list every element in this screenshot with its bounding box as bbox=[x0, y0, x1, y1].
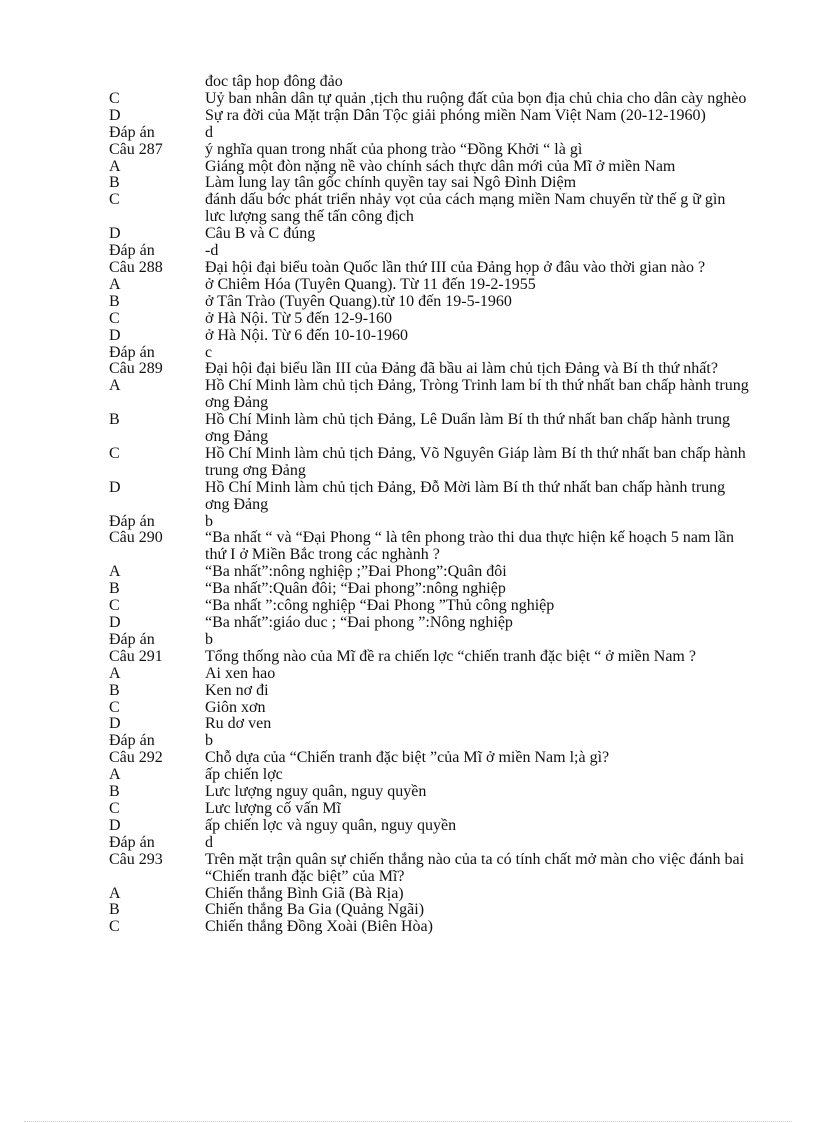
row-text: c bbox=[205, 343, 213, 361]
row-label: C bbox=[109, 309, 120, 327]
row-label: Đáp án bbox=[109, 732, 155, 750]
document-row bbox=[109, 277, 749, 294]
document-row bbox=[109, 91, 749, 108]
row-label: D bbox=[109, 614, 121, 631]
row-label: B bbox=[109, 783, 120, 801]
row-label: A bbox=[109, 884, 121, 902]
row-label: C bbox=[109, 698, 120, 716]
row-text: ý nghĩa quan trong nhất của phong trào “Đồng Khởi “ là gì bbox=[205, 140, 583, 158]
row-text: ấp chiến lợc bbox=[205, 766, 283, 784]
document-row bbox=[109, 598, 749, 615]
row-label: B bbox=[109, 174, 120, 192]
document-row bbox=[109, 378, 749, 412]
document-row bbox=[109, 294, 749, 311]
document-row bbox=[109, 750, 749, 767]
row-text: Sự ra đời của Mặt trận Dân Tộc giải phóng miền Nam Việt Nam (20-12-1960) bbox=[205, 106, 706, 124]
document-row bbox=[109, 311, 749, 328]
row-text: Trên mặt trận quân sự chiến thắng nào của ta có tính chất mở màn cho việc đánh bai “Chiến tranh đặc biệt” của Mĩ? bbox=[205, 850, 745, 885]
document-row bbox=[109, 649, 749, 666]
document-row bbox=[109, 700, 749, 717]
row-text: b bbox=[205, 512, 213, 530]
row-text: “Ba nhất ”:công nghiệp “Đai Phong ”Thủ công nghiệp bbox=[205, 597, 555, 615]
row-text: Ru dơ ven bbox=[205, 715, 272, 733]
row-label: D bbox=[109, 715, 121, 733]
document-row bbox=[109, 446, 749, 480]
row-label: C bbox=[109, 444, 120, 462]
row-label: Câu 290 bbox=[109, 529, 163, 547]
row-text: ấp chiến lợc và nguy quân, nguy quyền bbox=[205, 816, 457, 834]
document-row bbox=[109, 243, 749, 260]
row-text: Lưc lượng cố vấn Mĩ bbox=[205, 799, 341, 817]
row-label: A bbox=[109, 664, 121, 682]
document-row bbox=[109, 159, 749, 176]
row-label: B bbox=[109, 411, 120, 429]
row-text: b bbox=[205, 732, 213, 750]
row-text: Giáng một đòn nặng nề vào chính sách thực dân mới của Mĩ ở miền Nam bbox=[205, 157, 676, 175]
row-text: Giôn xơn bbox=[205, 698, 266, 716]
row-label: Đáp án bbox=[109, 630, 155, 648]
document-row bbox=[109, 125, 749, 142]
document-row bbox=[109, 361, 749, 378]
row-label: Câu 287 bbox=[109, 140, 163, 158]
document-row bbox=[109, 260, 749, 277]
document-row bbox=[109, 581, 749, 598]
document-row bbox=[109, 564, 749, 581]
row-text: Chiến thắng Đồng Xoài (Biên Hòa) bbox=[205, 918, 433, 936]
document-row bbox=[109, 632, 749, 649]
document-row bbox=[109, 108, 749, 125]
row-text: Hồ Chí Minh làm chủ tịch Đảng, Lê Duẩn làm Bí th thứ nhất ban chấp hành trung ơng Đảng bbox=[205, 411, 731, 446]
document-row bbox=[109, 412, 749, 446]
document-row bbox=[109, 328, 749, 345]
row-text: Làm lung lay tân gốc chính quyền tay sai Ngô Đình Diệm bbox=[205, 174, 577, 192]
row-label: Đáp án bbox=[109, 242, 155, 260]
document-row bbox=[109, 683, 749, 700]
row-label: Đáp án bbox=[109, 833, 155, 851]
row-label: D bbox=[109, 326, 121, 344]
document-row bbox=[109, 175, 749, 192]
row-text: “Ba nhất “ và “Đại Phong “ là tên phong trào thi dua thực hiện kế hoạch 5 nam lần thứ I ở Miền Bắc trong các nghành ? bbox=[205, 529, 734, 564]
document-row bbox=[109, 733, 749, 750]
row-label: B bbox=[109, 292, 120, 310]
document-row bbox=[109, 886, 749, 903]
row-label: B bbox=[109, 901, 120, 919]
row-text: “Ba nhất”:nông nghiệp ;”Đai Phong”:Quân đôi bbox=[205, 563, 507, 581]
row-label: C bbox=[109, 799, 120, 817]
document-row bbox=[109, 818, 749, 835]
document-row bbox=[109, 801, 749, 818]
row-text: Chiến thắng Bình Giã (Bà Rịa) bbox=[205, 884, 404, 902]
row-text: Tổng thống nào của Mĩ đề ra chiến lợc “chiến tranh đặc biệt “ ở miền Nam ? bbox=[205, 647, 696, 665]
document-row bbox=[109, 716, 749, 733]
row-label: Câu 288 bbox=[109, 258, 163, 276]
row-text: đánh dấu bớc phát triển nhảy vọt của cách mạng miền Nam chuyển từ thế g ữ gìn lưc lượng sang thế tấn công địch bbox=[205, 191, 726, 226]
row-label: Đáp án bbox=[109, 123, 155, 141]
row-text: -d bbox=[205, 242, 219, 260]
document-row bbox=[109, 192, 749, 226]
row-label: D bbox=[109, 106, 121, 124]
document-row bbox=[109, 615, 749, 632]
page-bottom-divider bbox=[24, 1121, 792, 1122]
row-text: Hồ Chí Minh làm chủ tịch Đảng, Tròng Trinh lam bí th thứ nhất ban chấp hành trung ơng Đảng bbox=[205, 377, 749, 412]
row-text: ở Chiêm Hóa (Tuyên Quang). Từ 11 đến 19-2-1955 bbox=[205, 275, 536, 293]
row-text: Hồ Chí Minh làm chủ tịch Đảng, Đỗ Mời làm Bí th thứ nhất ban chấp hành trung ơng Đảng bbox=[205, 478, 726, 513]
document-row bbox=[109, 345, 749, 362]
row-text: Chỗ dựa của “Chiến tranh đặc biệt ”của Mĩ ở miền Nam l;à gì? bbox=[205, 749, 610, 767]
row-label bbox=[109, 74, 205, 91]
row-text: “Ba nhất”:giáo duc ; “Đai phong ”:Nông nghiệp bbox=[205, 614, 513, 631]
row-text: Hồ Chí Minh làm chủ tịch Đảng, Võ Nguyên Giáp làm Bí th thứ nhất ban chấp hành trung ơng Đảng bbox=[205, 444, 746, 479]
document-row bbox=[109, 666, 749, 683]
row-text: ở Hà Nội. Từ 6 đến 10-10-1960 bbox=[205, 326, 409, 344]
row-text: Uỷ ban nhân dân tự quản ,tịch thu ruộng đất của bọn địa chủ chia cho dân cày nghèo bbox=[205, 89, 747, 107]
row-text: Đại hội đại biểu toàn Quốc lần thứ III của Đảng họp ở đâu vào thời gian nào ? bbox=[205, 258, 706, 276]
row-label: Đáp án bbox=[109, 343, 155, 361]
row-label: C bbox=[109, 597, 120, 615]
row-text: ở Hà Nội. Từ 5 đến 12-9-160 bbox=[205, 309, 393, 327]
row-text: ở Tân Trào (Tuyên Quang).từ 10 đến 19-5-1960 bbox=[205, 292, 512, 310]
document-row bbox=[109, 919, 749, 936]
row-label: C bbox=[109, 89, 120, 107]
row-text: “Ba nhất”:Quân đôi; “Đai phong”:nông nghiệp bbox=[205, 580, 506, 598]
row-label: Câu 289 bbox=[109, 360, 163, 378]
document-row bbox=[109, 784, 749, 801]
row-label: Câu 292 bbox=[109, 749, 163, 767]
row-label: A bbox=[109, 377, 121, 395]
document-row bbox=[109, 852, 749, 886]
row-label: D bbox=[109, 478, 121, 496]
document-row bbox=[109, 226, 749, 243]
row-label: A bbox=[109, 563, 121, 581]
document-row bbox=[109, 835, 749, 852]
document-row bbox=[109, 480, 749, 514]
row-label: A bbox=[109, 275, 121, 293]
document-row bbox=[109, 142, 749, 159]
row-label: Câu 293 bbox=[109, 850, 163, 868]
row-text: d bbox=[205, 833, 213, 851]
row-label: D bbox=[109, 225, 121, 243]
row-text: b bbox=[205, 630, 213, 648]
row-text: Chiến thắng Ba Gia (Quảng Ngãi) bbox=[205, 901, 425, 919]
document-row bbox=[109, 902, 749, 919]
row-label: Câu 291 bbox=[109, 647, 163, 665]
question-list bbox=[109, 74, 749, 936]
row-label: A bbox=[109, 766, 121, 784]
document-row bbox=[109, 514, 749, 531]
document-row bbox=[109, 530, 749, 564]
row-label: C bbox=[109, 918, 120, 936]
row-text: Lưc lượng nguy quân, nguy quyền bbox=[205, 783, 427, 801]
row-text: Ai xen hao bbox=[205, 664, 276, 682]
document-row bbox=[109, 74, 749, 91]
row-text: Câu B và C đúng bbox=[205, 225, 316, 243]
row-label: C bbox=[109, 191, 120, 209]
row-text: đoc tâp hop đông đảo bbox=[205, 73, 343, 90]
row-label: D bbox=[109, 816, 121, 834]
row-label: Đáp án bbox=[109, 512, 155, 530]
row-text: Ken nơ đi bbox=[205, 681, 269, 699]
row-label: A bbox=[109, 157, 121, 175]
document-row bbox=[109, 767, 749, 784]
row-label: B bbox=[109, 681, 120, 699]
row-text: Đại hội đại biểu lần III của Đảng đã bầu ai làm chủ tịch Đảng và Bí th thứ nhất? bbox=[205, 360, 718, 378]
row-text: d bbox=[205, 123, 213, 141]
row-label: B bbox=[109, 580, 120, 598]
